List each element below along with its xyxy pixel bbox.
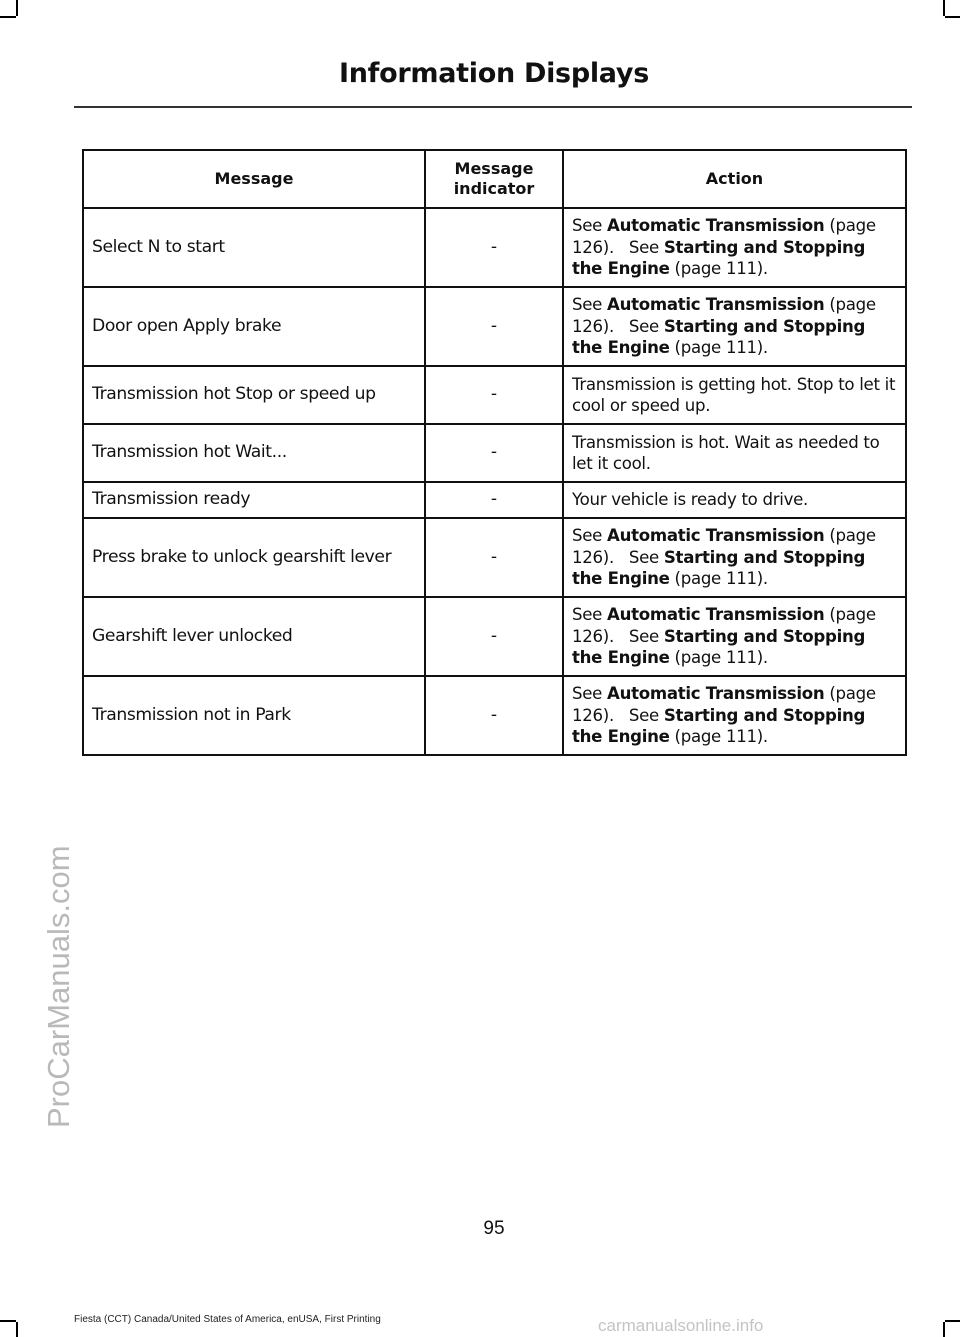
crop-mark [943, 1322, 945, 1337]
see-text: See [628, 316, 659, 336]
see-text: See [572, 526, 603, 546]
action-cell: Your vehicle is ready to drive. [563, 482, 906, 518]
page-number: 95 [483, 1218, 505, 1239]
table-row [83, 208, 906, 287]
message-cell: Select N to start [83, 208, 425, 287]
header-message: Message [83, 150, 425, 208]
bottom-watermark: carmanualsonline.info [598, 1316, 764, 1335]
table-row [83, 676, 906, 755]
see-text: See [572, 605, 603, 625]
title-divider [74, 106, 912, 108]
see-text: See [572, 684, 603, 704]
message-cell: Gearshift lever unlocked [83, 597, 425, 676]
see-text: See [628, 705, 659, 725]
table-row [83, 482, 906, 518]
automatic-transmission-link[interactable]: Automatic Transmission [607, 684, 825, 704]
table-header-row [83, 150, 906, 208]
crop-mark [16, 1322, 18, 1337]
starting-stopping-engine-link[interactable]: Starting and Stopping the Engine [572, 237, 866, 279]
automatic-transmission-link[interactable]: Automatic Transmission [607, 526, 825, 546]
action-cell [563, 208, 906, 287]
message-cell: Press brake to unlock gearshift lever [83, 518, 425, 597]
crop-mark [0, 1320, 16, 1322]
page-ref: (page 111). [674, 727, 768, 747]
page-ref: (page 111). [674, 259, 768, 279]
action-cell: Transmission is getting hot. Stop to let it cool or speed up. [563, 366, 906, 424]
automatic-transmission-link[interactable]: Automatic Transmission [607, 216, 825, 236]
action-cell [563, 287, 906, 366]
indicator-cell: - [425, 482, 563, 518]
message-cell: Door open Apply brake [83, 287, 425, 366]
page-ref: (page 111). [674, 338, 768, 358]
message-cell: Transmission hot Wait... [83, 424, 425, 482]
messages-table [82, 149, 907, 756]
crop-mark [16, 0, 18, 16]
message-cell: Transmission ready [83, 482, 425, 518]
indicator-cell: - [425, 676, 563, 755]
message-cell: Transmission not in Park [83, 676, 425, 755]
see-text: See [572, 216, 603, 236]
indicator-cell: - [425, 424, 563, 482]
indicator-cell: - [425, 518, 563, 597]
action-cell: Transmission is hot. Wait as needed to let it cool. [563, 424, 906, 482]
table-row [83, 424, 906, 482]
table-row [83, 597, 906, 676]
indicator-cell: - [425, 597, 563, 676]
page-ref: (page 126). [572, 605, 876, 646]
automatic-transmission-link[interactable]: Automatic Transmission [607, 295, 825, 315]
starting-stopping-engine-link[interactable]: Starting and Stopping the Engine [572, 316, 866, 358]
crop-mark [945, 16, 960, 18]
side-watermark: ProCarManuals.com [41, 845, 76, 1128]
page-ref: (page 111). [674, 569, 768, 589]
indicator-cell: - [425, 287, 563, 366]
crop-mark [943, 0, 945, 16]
starting-stopping-engine-link[interactable]: Starting and Stopping the Engine [572, 547, 866, 589]
table-row [83, 287, 906, 366]
indicator-cell: - [425, 208, 563, 287]
starting-stopping-engine-link[interactable]: Starting and Stopping the Engine [572, 705, 866, 747]
edition-footer: Fiesta (CCT) Canada/United States of America, enUSA, First Printing [74, 1314, 381, 1325]
see-text: See [628, 626, 659, 646]
see-text: See [572, 295, 603, 315]
header-indicator: Message indicator [425, 150, 563, 208]
crop-mark [0, 16, 16, 18]
starting-stopping-engine-link[interactable]: Starting and Stopping the Engine [572, 626, 866, 668]
page-title: Information Displays [339, 58, 649, 89]
crop-mark [945, 1320, 960, 1322]
action-cell [563, 676, 906, 755]
indicator-cell: - [425, 366, 563, 424]
automatic-transmission-link[interactable]: Automatic Transmission [607, 605, 825, 625]
table-row [83, 366, 906, 424]
action-cell [563, 597, 906, 676]
page-ref: (page 126). [572, 684, 876, 725]
table-row [83, 518, 906, 597]
page-ref: (page 126). [572, 295, 876, 336]
header-action: Action [563, 150, 906, 208]
page-ref: (page 111). [674, 648, 768, 668]
see-text: See [628, 237, 659, 257]
see-text: See [628, 547, 659, 567]
action-cell [563, 518, 906, 597]
page-ref: (page 126). [572, 526, 876, 567]
message-cell: Transmission hot Stop or speed up [83, 366, 425, 424]
page-ref: (page 126). [572, 216, 876, 257]
